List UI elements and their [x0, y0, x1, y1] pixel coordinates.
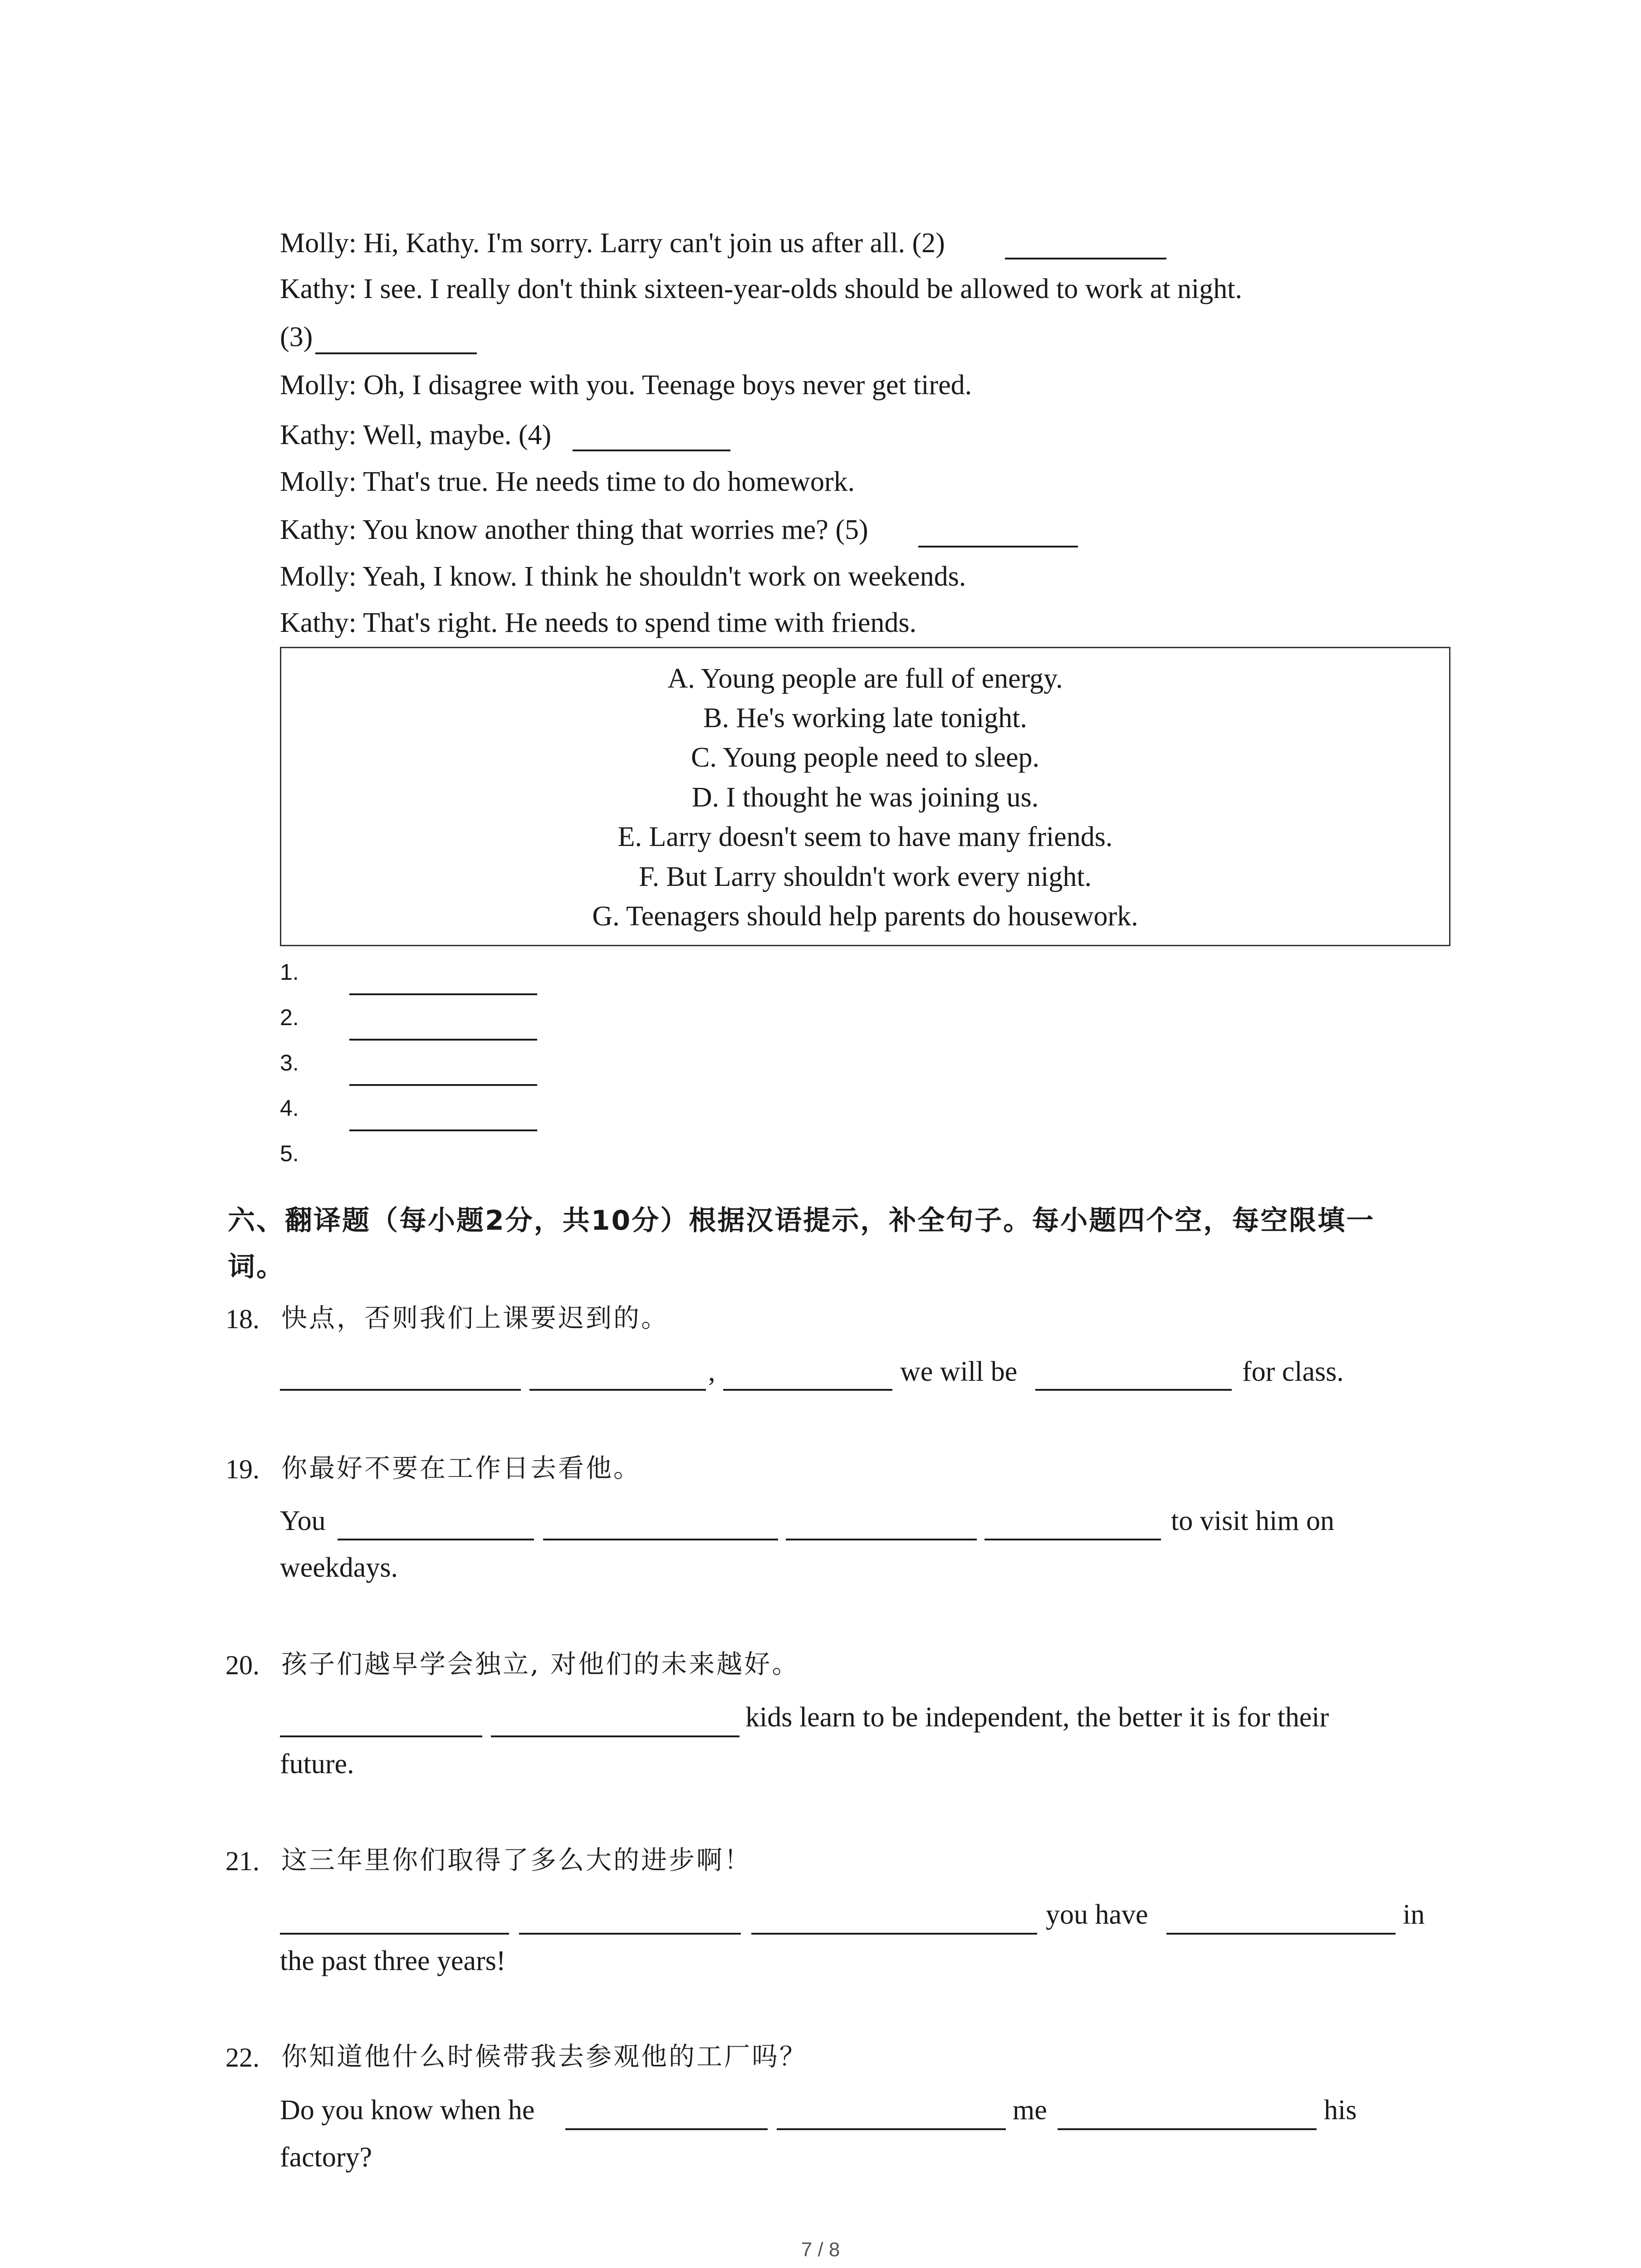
answer-blank[interactable] — [519, 1933, 741, 1935]
answer-blank[interactable] — [573, 450, 730, 451]
answer-blank[interactable] — [1035, 1389, 1232, 1391]
question-text: his — [1324, 2095, 1357, 2126]
question-chinese: 这三年里你们取得了多么大的进步啊！ — [281, 1845, 752, 1875]
option-g: G. Teenagers should help parents do housework. — [592, 901, 1138, 932]
answer-blank[interactable] — [1166, 1933, 1396, 1935]
question-number: 18. — [225, 1304, 260, 1334]
dialogue-line: Kathy: You know another thing that worries me? (5) — [280, 514, 868, 545]
answer-blank[interactable] — [338, 1539, 534, 1540]
answer-number: 2. — [280, 1005, 299, 1030]
answer-blank[interactable] — [543, 1539, 778, 1540]
answer-blank[interactable] — [777, 2128, 1006, 2130]
question-text: me — [1013, 2095, 1047, 2126]
question-text: future. — [280, 1749, 354, 1779]
dialogue-line: Kathy: That's right. He needs to spend time with friends. — [280, 607, 917, 638]
option-f: F. But Larry shouldn't work every night. — [638, 861, 1092, 892]
answer-blank[interactable] — [1058, 2128, 1317, 2130]
answer-number: 3. — [280, 1050, 299, 1075]
dialogue-line: Molly: That's true. He needs time to do homework. — [280, 466, 855, 497]
option-b: B. He's working late tonight. — [703, 703, 1027, 733]
answer-blank[interactable] — [280, 1735, 482, 1737]
answer-blank[interactable] — [723, 1389, 892, 1391]
answer-blank[interactable] — [349, 993, 537, 995]
answer-blank[interactable] — [529, 1389, 706, 1391]
question-text: to visit him on — [1171, 1505, 1334, 1536]
answer-blank[interactable] — [349, 1084, 537, 1086]
question-number: 21. — [225, 1846, 260, 1876]
question-chinese: 你知道他什么时候带我去参观他的工厂吗？ — [281, 2042, 807, 2072]
question-text: , — [708, 1356, 715, 1387]
answer-blank[interactable] — [918, 546, 1078, 547]
question-text: You — [280, 1505, 326, 1536]
question-text: kids learn to be independent, the better it is for their — [745, 1702, 1329, 1733]
answer-blank[interactable] — [280, 1389, 521, 1391]
question-chinese: 孩子们越早学会独立, 对他们的未来越好。 — [281, 1649, 800, 1679]
question-text: factory? — [280, 2142, 372, 2173]
question-text: you have — [1046, 1899, 1148, 1930]
question-chinese: 快点，否则我们上课要迟到的。 — [281, 1303, 669, 1333]
answer-blank[interactable] — [491, 1735, 740, 1737]
answer-blank[interactable] — [1005, 258, 1166, 259]
question-text: we will be — [900, 1356, 1018, 1387]
answer-blank[interactable] — [349, 1039, 537, 1041]
section-heading-cont: 词。 — [228, 1251, 285, 1283]
section-heading: 六、翻译题（每小题2分，共10分）根据汉语提示，补全句子。每小题四个空，每空限填一 — [228, 1205, 1375, 1237]
page-number: 7 / 8 — [801, 2239, 840, 2261]
answer-number: 4. — [280, 1095, 299, 1121]
dialogue-line: Kathy: I see. I really don't think sixteen-year-olds should be allowed to work at night. — [280, 274, 1242, 304]
options-box — [280, 647, 1450, 946]
option-e: E. Larry doesn't seem to have many friends. — [617, 821, 1113, 852]
answer-blank[interactable] — [985, 1539, 1161, 1540]
answer-blank[interactable] — [280, 1933, 509, 1935]
answer-blank[interactable] — [565, 2128, 768, 2130]
dialogue-line: Molly: Oh, I disagree with you. Teenage boys never get tired. — [280, 370, 972, 401]
option-d: D. I thought he was joining us. — [691, 782, 1039, 813]
question-number: 22. — [225, 2043, 260, 2072]
answer-blank[interactable] — [315, 352, 477, 354]
dialogue-line: Molly: Hi, Kathy. I'm sorry. Larry can't join us after all. (2) — [280, 228, 945, 259]
answer-number: 5. — [280, 1141, 299, 1166]
question-text: the past three years! — [280, 1945, 506, 1976]
answer-blank[interactable] — [349, 1129, 537, 1131]
answer-blank[interactable] — [786, 1539, 977, 1540]
question-text: weekdays. — [280, 1552, 398, 1583]
option-a: A. Young people are full of energy. — [667, 663, 1063, 694]
dialogue-line: Kathy: Well, maybe. (4) — [280, 420, 552, 450]
question-number: 19. — [225, 1454, 260, 1484]
answer-blank[interactable] — [751, 1933, 1037, 1935]
question-text: in — [1403, 1899, 1425, 1930]
answer-number: 1. — [280, 959, 299, 985]
question-chinese: 你最好不要在工作日去看他。 — [281, 1453, 641, 1483]
dialogue-line: (3) — [280, 322, 313, 352]
question-text: for class. — [1242, 1356, 1344, 1387]
dialogue-line: Molly: Yeah, I know. I think he shouldn't work on weekends. — [280, 561, 966, 592]
question-number: 20. — [225, 1650, 260, 1680]
option-c: C. Young people need to sleep. — [691, 742, 1040, 773]
question-text: Do you know when he — [280, 2095, 535, 2126]
